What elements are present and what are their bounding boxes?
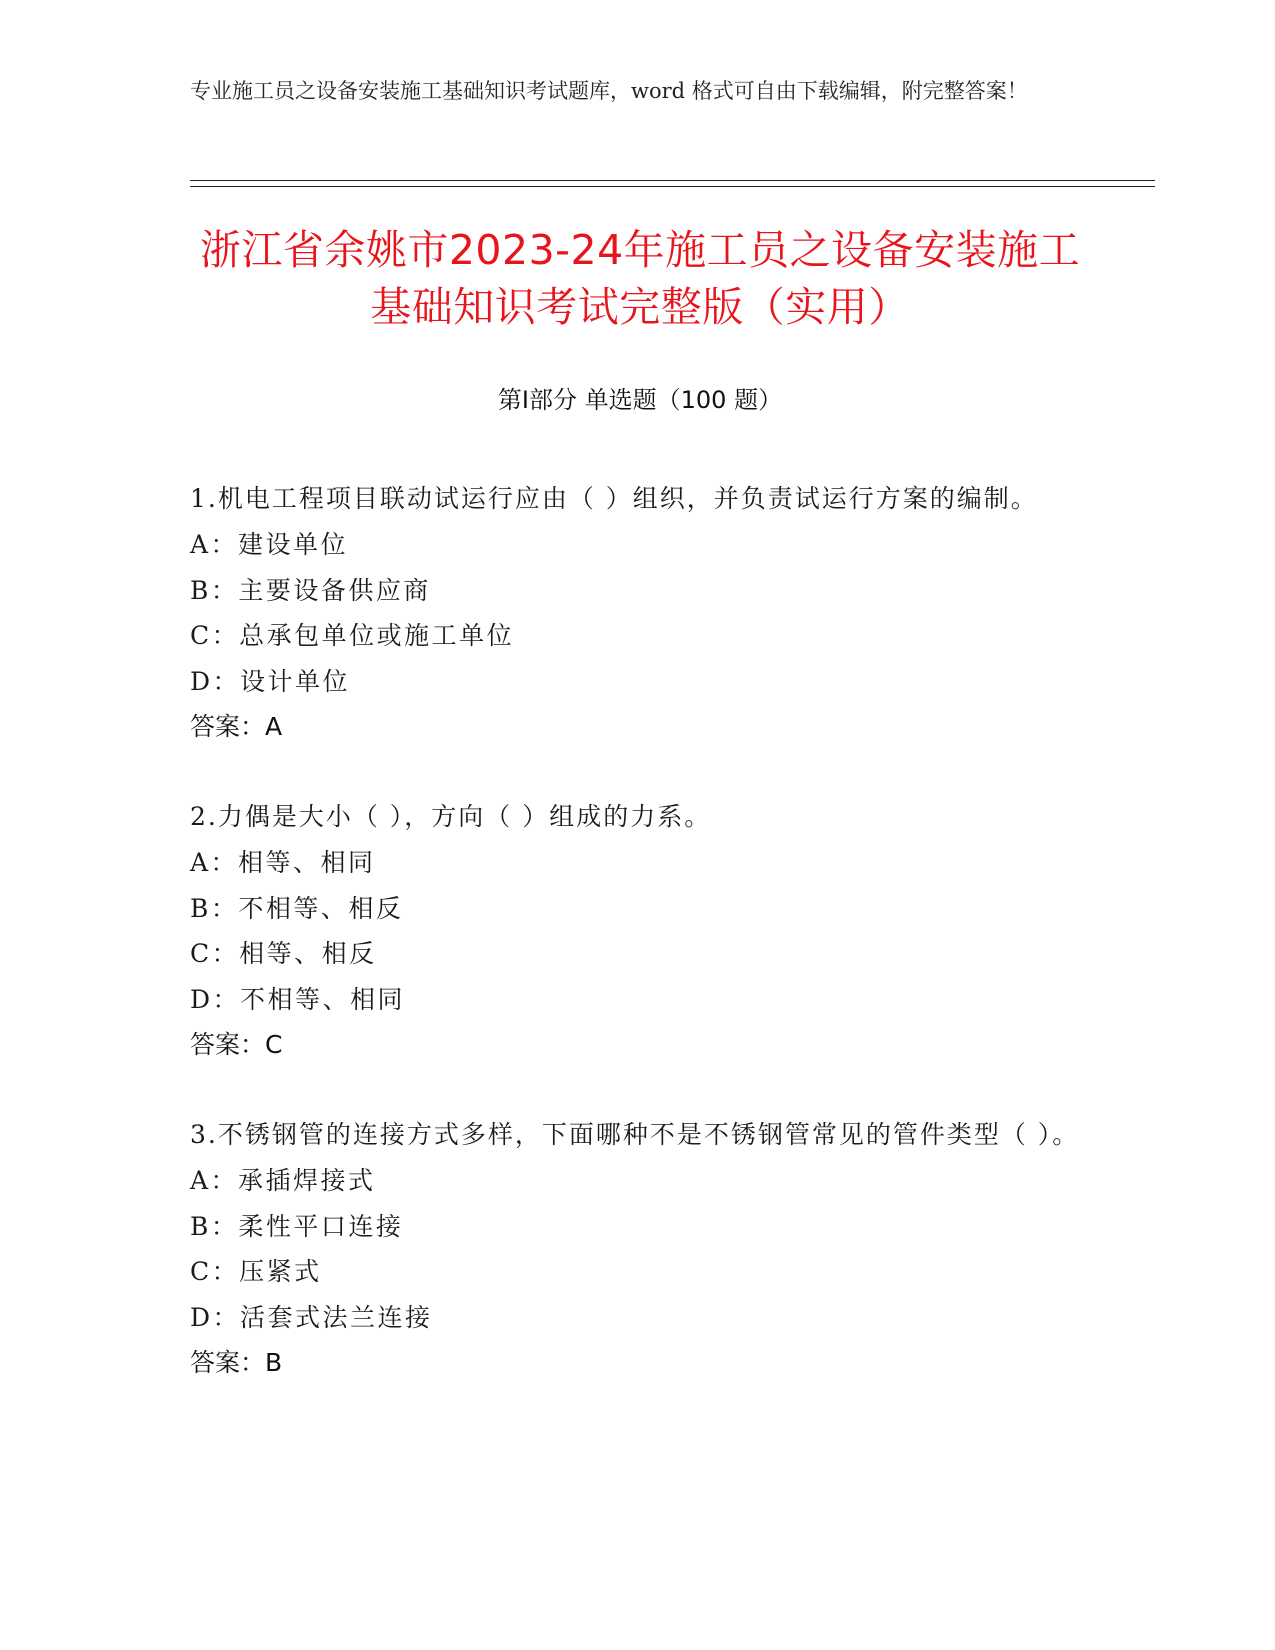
answer-line: 答案：C — [190, 1030, 283, 1059]
question-stem: 1.机电工程项目联动试运行应由（ ）组织，并负责试运行方案的编制。 — [190, 484, 1038, 513]
option-d: D：设计单位 — [190, 666, 351, 696]
option-b: B：柔性平口连接 — [190, 1211, 404, 1241]
question-1 — [190, 476, 1090, 750]
option-b: B：主要设备供应商 — [190, 575, 431, 605]
answer-line: 答案：A — [190, 712, 283, 741]
option-c: C：总承包单位或施工单位 — [190, 621, 515, 650]
question-2 — [190, 794, 1090, 1068]
question-stem: 2.力偶是大小（ ），方向（ ）组成的力系。 — [190, 802, 712, 831]
option-a: A：建设单位 — [190, 530, 349, 559]
answer-line: 答案：B — [190, 1348, 283, 1377]
option-b: B：不相等、相反 — [190, 893, 404, 923]
option-d: D：不相等、相同 — [190, 984, 406, 1014]
option-c: C：压紧式 — [190, 1257, 322, 1286]
document-title: 浙江省余姚市2023-24年施工员之设备安装施工基础知识考试完整版（实用） — [199, 226, 1081, 331]
option-c: C：相等、相反 — [190, 939, 377, 968]
option-d: D：活套式法兰连接 — [190, 1302, 433, 1332]
option-a: A：承插焊接式 — [190, 1166, 376, 1195]
header-note: 专业施工员之设备安装施工基础知识考试题库，word 格式可自由下载编辑，附完整答案！ — [190, 79, 1028, 103]
header-divider — [190, 180, 1155, 187]
question-list — [190, 476, 1090, 1430]
question-stem: 3.不锈钢管的连接方式多样，下面哪种不是不锈钢管常见的管件类型（ ）。 — [190, 1120, 1080, 1149]
question-3 — [190, 1112, 1090, 1386]
option-a: A：相等、相同 — [190, 848, 376, 877]
section-title: 第Ⅰ部分 单选题（100 题） — [497, 386, 783, 414]
